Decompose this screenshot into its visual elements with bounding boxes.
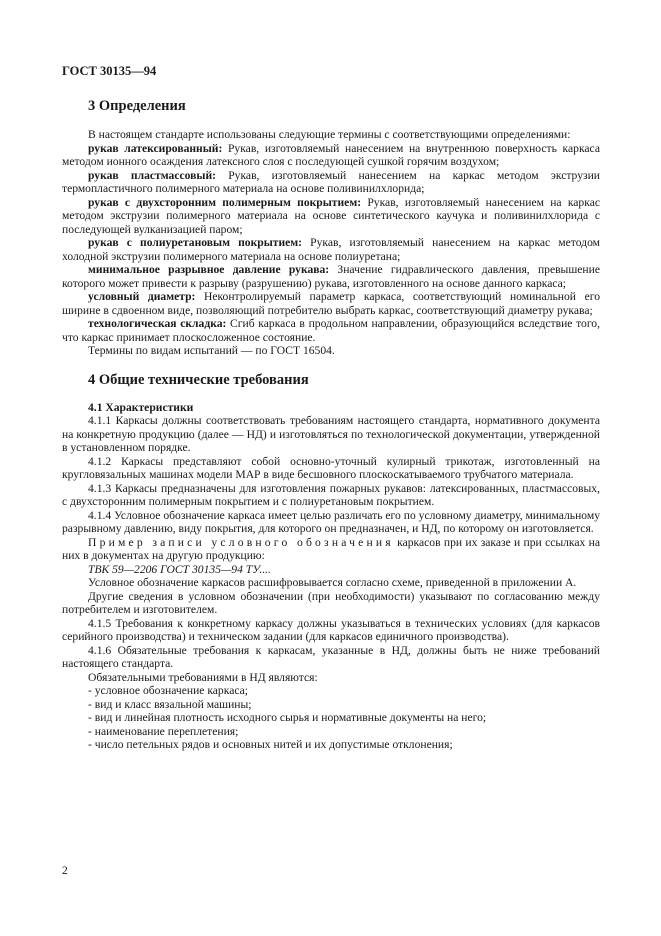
requirement-item: - вид и линейная плотность исходного сырья и нормативные документы на него;: [88, 711, 487, 724]
definition-item: [62, 169, 600, 196]
definition-term: рукав латексированный:: [88, 141, 223, 155]
paragraph-4-1-3: 4.1.3 Каркасы предназначены для изготовления пожарных рукавов: латексированных, пластмассовых, с двухсторонним полимерным покрытием и с полиуретановым покрытием.: [62, 481, 600, 508]
definition-term: рукав пластмассовый:: [88, 168, 216, 182]
definition-item: [62, 317, 600, 344]
requirement-item: - наименование переплетения;: [88, 724, 239, 738]
definition-text: Рукав, изготовляемый нанесением на каркас методом экструзии полимерного материала на основе синтетического каучука и поливинилхлорида с последующей вулканизацией паром;: [62, 195, 600, 236]
requirement-item: - вид и класс вязальной машины;: [88, 697, 252, 711]
definition-item: [62, 263, 600, 290]
document-header: ГОСТ 30135—94: [62, 64, 157, 78]
definition-term: технологическая складка:: [88, 317, 227, 330]
definition-text: Сгиб каркаса в продольном направлении, образующийся вследствие того, что каркас принимает плоскосложенное состояние.: [62, 317, 600, 344]
section-3-outro: Термины по видам испытаний — по ГОСТ 16504.: [88, 344, 335, 357]
paragraph-4-1-6: 4.1.6 Обязательные требования к каркасам, указанные в НД, должны быть не ниже требований настоящего стандарта.: [62, 643, 600, 670]
definition-item: [62, 142, 600, 169]
definition-text: Рукав, изготовляемый нанесением на каркас методом экструзии термопластичного полимерного материала на основе поливинилхлорида;: [62, 168, 600, 195]
requirement-item: - условное обозначение каркаса;: [88, 684, 248, 697]
definition-item: [62, 196, 600, 237]
definition-term: условный диаметр:: [88, 290, 196, 303]
definition-term: рукав с двухсторонним полимерным покрытием:: [88, 195, 362, 209]
requirement-item: - число петельных рядов и основных нитей и их допустимые отклонения;: [88, 738, 453, 751]
section-4-title: 4 Общие технические требования: [88, 371, 309, 388]
paragraph-other: Другие сведения в условном обозначении (при необходимости) указывают по согласованию между потребителем и изготовителем.: [62, 589, 600, 616]
paragraph-4-1-2: 4.1.2 Каркасы представляют собой основно-уточный кулирный трикотаж, изготовленный на кругловязальных машинах модели МАР в виде бесшовного плоскоскатываемого трубчатого материала.: [62, 454, 600, 481]
document-page: [62, 64, 600, 752]
definition-text: Неконтролируемый параметр каркаса, соответствующий номинальной его ширине в сдвоенном виде, позволяющий потребителю выбрать каркас, соответствующий диаметру рукава;: [62, 290, 601, 317]
definition-text: Рукав, изготовляемый нанесением на внутреннюю поверхность каркаса методом ионного осаждения латексного слоя с последующей сушкой горячим воздухом;: [62, 141, 600, 168]
example-paragraph: [62, 536, 600, 563]
section-3-title: 3 Определения: [88, 98, 186, 114]
requirements-list: [62, 684, 600, 752]
definition-text: Рукав, изготовляемый нанесением на каркас методом холодной экструзии полимерного материала на основе полиуретана;: [62, 236, 600, 263]
definition-term: минимальное разрывное давление рукава:: [88, 263, 330, 276]
example-label: Пример записи условного обозначения: [88, 535, 394, 549]
paragraph-4-1-5: 4.1.5 Требования к конкретному каркасу должны указываться в технических условиях (для каркасов серийного производства) и техническом задании (для каркасов единичного производства).: [62, 616, 600, 643]
example-rest: каркасов при их заказе и при ссылках на них в документах на другую продукцию:: [62, 535, 600, 562]
requirements-intro: Обязательными требованиями в НД являются:: [88, 670, 318, 684]
paragraph-4-1-4: 4.1.4 Условное обозначение каркаса имеет целью различать его по условному диаметру, минимальному разрывному давлению, виду покрытия, для которого он предназначен, и НД, по которому он изготовляется.: [62, 508, 600, 535]
definition-item: [62, 290, 600, 317]
definition-text: Значение гидравлического давления, превышение которого может привести к разрыву (разрушению) рукава, изготовленного на основе данного каркаса;: [62, 263, 600, 290]
section-3-intro: В настоящем стандарте использованы следующие термины с соответствующими определениями:: [88, 128, 571, 141]
paragraph-4-1-1: 4.1.1 Каркасы должны соответствовать требованиям настоящего стандарта, нормативного документа на конкретную продукцию (далее — НД) и изготовляться по технологической документации, утвержденной в установленном порядке.: [62, 414, 600, 454]
example-designation: ТВК 59—2206 ГОСТ 30135—94 ТУ....: [88, 562, 271, 576]
definitions-list: [62, 142, 600, 345]
page-number: 2: [62, 864, 68, 877]
definition-term: рукав с полиуретановым покрытием:: [88, 236, 303, 249]
paragraph-decode: Условное обозначение каркасов расшифровывается согласно схеме, приведенной в приложении А.: [88, 576, 577, 589]
subsection-4-1-title: 4.1 Характеристики: [88, 400, 194, 414]
definition-item: [62, 236, 600, 263]
